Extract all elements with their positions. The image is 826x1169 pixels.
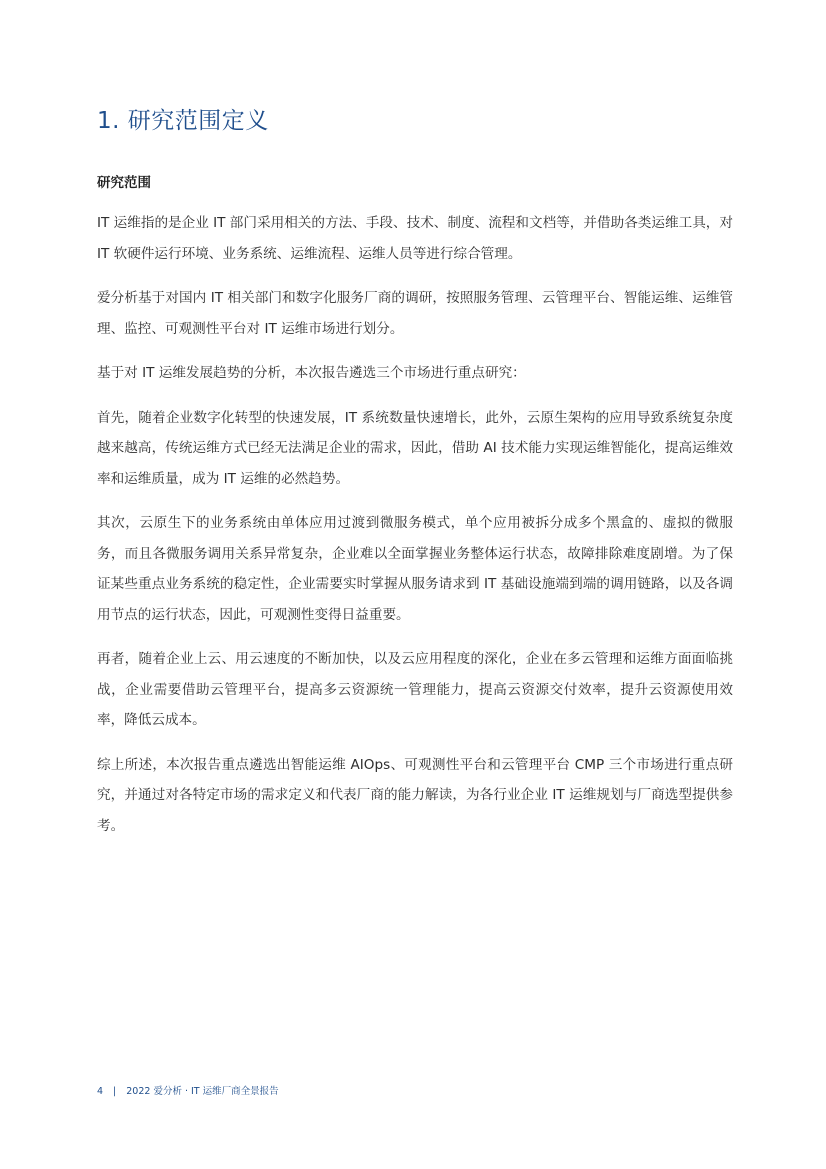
paragraph-4: 首先，随着企业数字化转型的快速发展，IT 系统数量快速增长，此外，云原生架构的应用导致系统复杂度越来越高，传统运维方式已经无法满足企业的需求，因此，借助 AI 技术能力实现运维智能化，提高运维效率和运维质量，成为 IT 运维的必然趋势。	[97, 409, 733, 487]
body-text	[97, 208, 733, 855]
section-subtitle: 研究范围	[97, 175, 151, 191]
report-name: 2022 爱分析 · IT 运维厂商全景报告	[126, 1086, 279, 1097]
section-title: 1. 研究范围定义	[97, 108, 269, 134]
paragraph-5: 其次，云原生下的业务系统由单体应用过渡到微服务模式，单个应用被拆分成多个黑盒的、虚拟的微服务，而且各微服务调用关系异常复杂，企业难以全面掌握业务整体运行状态，故障排除难度剧增。为了保证某些重点业务系统的稳定性，企业需要实时掌握从服务请求到 IT 基础设施端到端的调用链路，以及各调用节点的运行状态，因此，可观测性变得日益重要。	[97, 515, 733, 623]
paragraph-7: 综上所述，本次报告重点遴选出智能运维 AIOps、可观测性平台和云管理平台 CMP 三个市场进行重点研究，并通过对各特定市场的需求定义和代表厂商的能力解读，为各行业企业 IT 运维规划与厂商选型提供参考。	[97, 756, 733, 834]
footer-separator: |	[113, 1086, 117, 1097]
paragraph-2: 爱分析基于对国内 IT 相关部门和数字化服务厂商的调研，按照服务管理、云管理平台、智能运维、运维管理、监控、可观测性平台对 IT 运维市场进行划分。	[97, 290, 733, 337]
paragraph-1: IT 运维指的是企业 IT 部门采用相关的方法、手段、技术、制度、流程和文档等，并借助各类运维工具，对 IT 软硬件运行环境、业务系统、运维流程、运维人员等进行综合管理。	[97, 215, 733, 262]
paragraph-3: 基于对 IT 运维发展趋势的分析，本次报告遴选三个市场进行重点研究：	[97, 365, 526, 381]
paragraph-6: 再者，随着企业上云、用云速度的不断加快，以及云应用程度的深化，企业在多云管理和运维方面面临挑战，企业需要借助云管理平台，提高多云资源统一管理能力，提高云资源交付效率，提升云资源使用效率，降低云成本。	[97, 651, 733, 728]
page-footer	[97, 1083, 279, 1097]
page-number: 4	[97, 1086, 104, 1097]
